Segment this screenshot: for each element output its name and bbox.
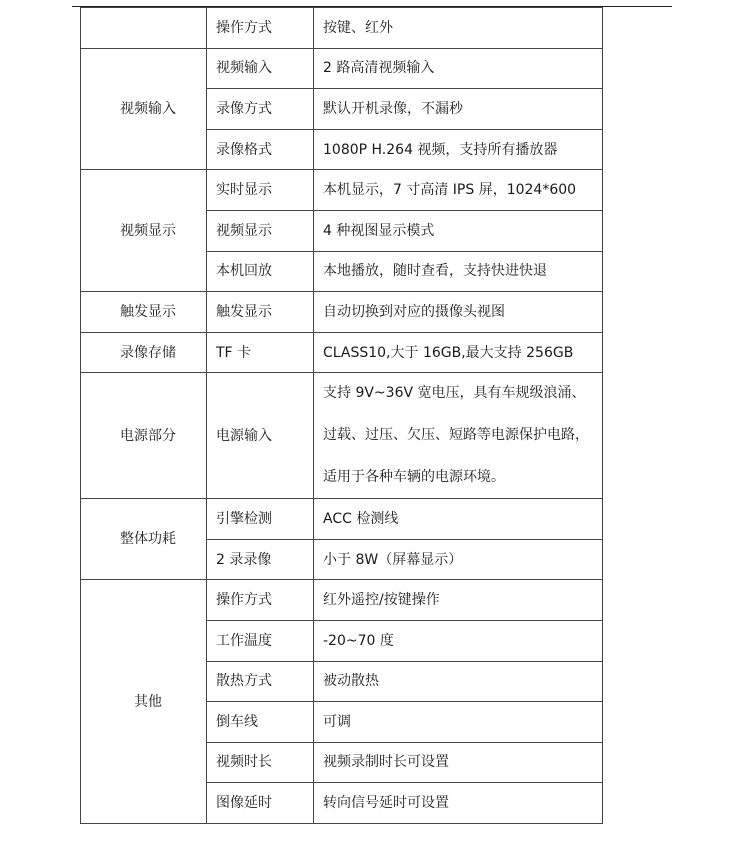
table-row xyxy=(81,170,603,211)
category-cell: 录像存储 xyxy=(81,332,207,373)
value-line: 支持 9V~36V 宽电压，具有车规级浪涌、 xyxy=(323,385,586,402)
item-cell: 电源输入 xyxy=(207,373,314,499)
table-row xyxy=(81,8,603,49)
item-cell: 视频显示 xyxy=(207,210,314,251)
item-cell: 操作方式 xyxy=(207,8,314,49)
table-row xyxy=(81,580,603,621)
value-cell: CLASS10,大于 16GB,最大支持 256GB xyxy=(314,332,603,373)
item-cell: 视频输入 xyxy=(207,48,314,89)
value-cell: 4 种视图显示模式 xyxy=(314,210,603,251)
table-row xyxy=(81,48,603,89)
value-cell: 本地播放，随时查看，支持快进快退 xyxy=(314,251,603,292)
value-cell: 转向信号延时可设置 xyxy=(314,783,603,824)
category-cell: 视频输入 xyxy=(81,48,207,170)
item-cell: 引擎检测 xyxy=(207,499,314,540)
spec-table xyxy=(80,7,603,824)
item-cell: 2 录录像 xyxy=(207,539,314,580)
value-cell-multiline xyxy=(314,373,603,499)
item-cell: TF 卡 xyxy=(207,332,314,373)
value-cell: 小于 8W（屏幕显示） xyxy=(314,539,603,580)
item-cell: 录像格式 xyxy=(207,129,314,170)
category-cell: 其他 xyxy=(81,580,207,824)
item-cell: 实时显示 xyxy=(207,170,314,211)
value-cell: -20~70 度 xyxy=(314,620,603,661)
value-cell: 默认开机录像，不漏秒 xyxy=(314,89,603,130)
table-row xyxy=(81,499,603,540)
item-cell: 倒车线 xyxy=(207,702,314,743)
item-cell: 散热方式 xyxy=(207,661,314,702)
category-cell: 整体功耗 xyxy=(81,499,207,580)
table-row xyxy=(81,373,603,499)
category-cell: 视频显示 xyxy=(81,170,207,292)
item-cell: 录像方式 xyxy=(207,89,314,130)
value-cell: 1080P H.264 视频，支持所有播放器 xyxy=(314,129,603,170)
category-cell: 电源部分 xyxy=(81,373,207,499)
table-row xyxy=(81,332,603,373)
item-cell: 工作温度 xyxy=(207,620,314,661)
category-cell: 触发显示 xyxy=(81,292,207,333)
value-cell: ACC 检测线 xyxy=(314,499,603,540)
value-line: 过载、过压、欠压、短路等电源保护电路， xyxy=(323,426,589,443)
item-cell: 触发显示 xyxy=(207,292,314,333)
value-line: 适用于各种车辆的电源环境。 xyxy=(323,468,505,485)
value-cell: 按键、红外 xyxy=(314,8,603,49)
category-cell xyxy=(81,8,207,49)
value-cell: 可调 xyxy=(314,702,603,743)
value-cell: 本机显示，7 寸高清 IPS 屏，1024*600 xyxy=(314,170,603,211)
item-cell: 操作方式 xyxy=(207,580,314,621)
value-cell: 红外遥控/按键操作 xyxy=(314,580,603,621)
value-cell: 被动散热 xyxy=(314,661,603,702)
value-cell: 视频录制时长可设置 xyxy=(314,742,603,783)
value-cell: 自动切换到对应的摄像头视图 xyxy=(314,292,603,333)
item-cell: 图像延时 xyxy=(207,783,314,824)
value-cell: 2 路高清视频输入 xyxy=(314,48,603,89)
item-cell: 视频时长 xyxy=(207,742,314,783)
table-row xyxy=(81,292,603,333)
item-cell: 本机回放 xyxy=(207,251,314,292)
